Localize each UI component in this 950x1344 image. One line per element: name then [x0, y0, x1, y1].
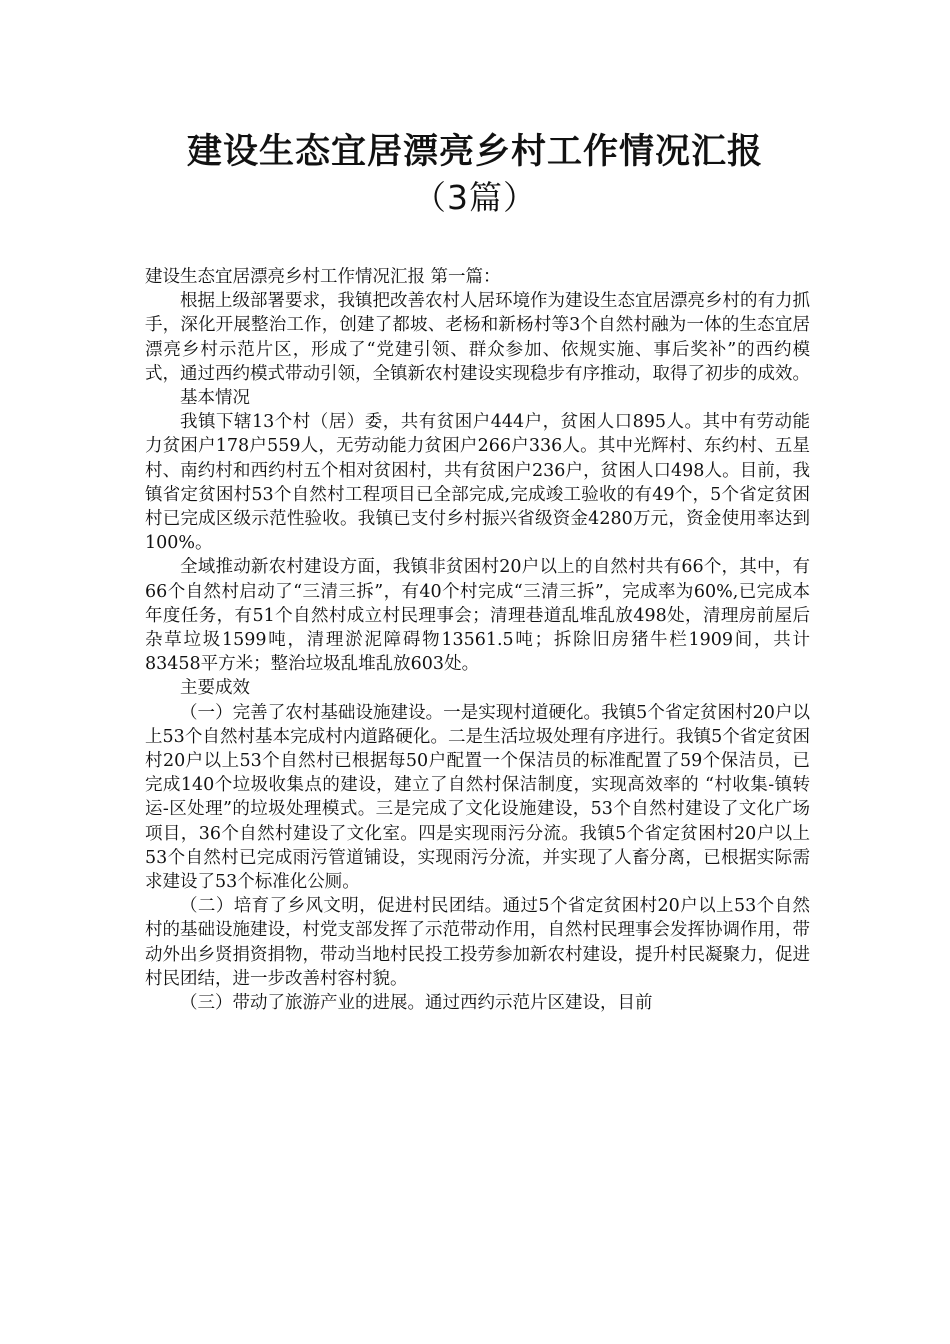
paragraph: 我镇下辖13个村（居）委，共有贫困户444户，贫困人口895人。其中有劳动能力贫困户178户559人，无劳动能力贫困户266户336人。其中光辉村、东约村、五星村、南约村和西约村五个相对贫困村，共有贫困户236户，贫困人口498人。目前，我镇省定贫困村53个自然村工程项目已全部完成,完成竣工验收的有49个，5个省定贫困村已完成区级示范性验收。我镇已支付乡村振兴省级资金4280万元，资金使用率达到100%。 [145, 412, 810, 554]
document-subtitle: （3篇） [413, 178, 537, 217]
paragraph: （三）带动了旅游产业的进展。通过西约示范片区建设，目前 [180, 993, 653, 1014]
paragraph: （一）完善了农村基础设施建设。一是实现村道硬化。我镇5个省定贫困村20户以上53个自然村基本完成村内道路硬化。二是生活垃圾处理有序进行。我镇5个省定贫困村20户以上53个自然村已根据每50户配置一个保洁员的标准配置了59个保洁员，已完成140个垃圾收集点的建设，建立了自然村保洁制度，实现高效率的 “村收集-镇转运-区处理”的垃圾处理模式。三是完成了文化设施建设，53个自然村建设了文化广场项目，36个自然村建设了文化室。四是实现雨污分流。我镇5个省定贫困村20户以上53个自然村已完成雨污管道铺设，实现雨污分流，并实现了人畜分离，已根据实际需求建设了53个标准化公厕。 [145, 702, 810, 893]
paragraph: 全域推动新农村建设方面，我镇非贫困村20户以上的自然村共有66个，其中，有66个自然村启动了“三清三拆”，有40个村完成“三清三拆”，完成率为60%,已完成本年度任务，有51个自然村成立村民理事会；清理巷道乱堆乱放498处，清理房前屋后杂草垃圾1599吨，清理淤泥障碍物13561.5吨；拆除旧房猪牛栏1909间，共计83458平方米；整治垃圾乱堆乱放603处。 [145, 557, 810, 675]
subheading: 基本情况 [180, 388, 250, 409]
section-heading: 建设生态宜居漂亮乡村工作情况汇报 第一篇： [145, 267, 501, 287]
document-title: 建设生态宜居漂亮乡村工作情况汇报 [186, 132, 763, 172]
subheading: 主要成效 [180, 678, 250, 699]
paragraph: 根据上级部署要求，我镇把改善农村人居环境作为建设生态宜居漂亮乡村的有力抓手，深化开展整治工作，创建了都坡、老杨和新杨村等3个自然村融为一体的生态宜居漂亮乡村示范片区，形成了“党建引领、群众参加、依规实施、事后奖补”的西约模式，通过西约模式带动引领，全镇新农村建设实现稳步有序推动，取得了初步的成效。 [145, 291, 810, 384]
paragraph: （二）培育了乡风文明，促进村民团结。通过5个省定贫困村20户以上53个自然村的基础设施建设，村党支部发挥了示范带动作用，自然村民理事会发挥协调作用，带动外出乡贤捐资捐物，带动当地村民投工投劳参加新农村建设，提升村民凝聚力，促进村民团结，进一步改善村容村貌。 [145, 896, 810, 989]
document-body [145, 265, 810, 1015]
